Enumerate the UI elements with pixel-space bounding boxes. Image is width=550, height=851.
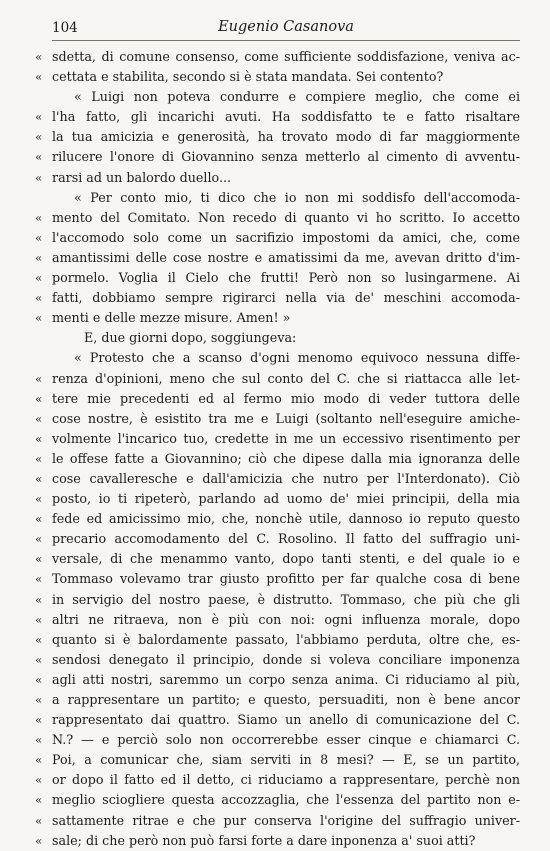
quote-mark: « bbox=[35, 833, 43, 848]
line-text: fatti, dobbiamo sempre rigirarci nella via de' meschini accomoda- bbox=[52, 290, 520, 306]
quote-mark: « bbox=[35, 471, 43, 486]
text-line bbox=[35, 590, 520, 610]
quote-mark: « bbox=[35, 652, 43, 667]
line-text: meglio sciogliere questa accozzaglia, che l'essenza del partito non e- bbox=[52, 792, 520, 808]
text-line bbox=[35, 107, 520, 127]
text-line bbox=[52, 188, 520, 208]
text-line bbox=[35, 47, 520, 67]
line-text: versale, di che menammo vanto, dopo tanti stenti, e del quale io e bbox=[52, 551, 520, 567]
line-text: « Per conto mio, ti dico che io non mi soddisfo dell'accomoda- bbox=[74, 189, 520, 205]
quote-mark: « bbox=[35, 70, 43, 85]
line-text: cettata e stabilita, secondo si è stata mandata. Sei contento? bbox=[52, 69, 444, 85]
line-text: volmente l'incarico tuo, credette in me un eccessivo risentimento per bbox=[52, 430, 520, 446]
line-text: menti e delle mezze misure. Amen! » bbox=[52, 310, 291, 326]
quote-mark: « bbox=[35, 150, 43, 165]
text-line bbox=[35, 248, 520, 268]
text-line bbox=[35, 127, 520, 147]
text-line bbox=[35, 429, 520, 449]
quote-mark: « bbox=[35, 170, 43, 185]
text-line bbox=[35, 308, 520, 328]
text-line bbox=[35, 409, 520, 429]
line-text: precario accomodamento del C. Rosolino. Il fatto del suffragio uni- bbox=[52, 531, 520, 547]
text-line bbox=[35, 369, 520, 389]
line-text: « Protesto che a scanso d'ogni menomo equivoco nessuna diffe- bbox=[74, 350, 520, 366]
body-text bbox=[35, 47, 520, 851]
text-line bbox=[35, 730, 520, 750]
quote-mark: « bbox=[35, 612, 43, 627]
quote-mark: « bbox=[35, 371, 43, 386]
line-text: sdetta, di comune consenso, come sufficiente soddisfazione, veniva ac- bbox=[52, 49, 520, 64]
page-number: 104 bbox=[52, 20, 78, 36]
text-line bbox=[35, 770, 520, 790]
line-text: sendosi denegato il principio, donde si voleva conciliare imponenza bbox=[52, 651, 520, 667]
text-line bbox=[52, 328, 520, 348]
quote-mark: « bbox=[35, 411, 43, 426]
quote-mark: « bbox=[35, 492, 43, 507]
text-line bbox=[35, 790, 520, 810]
line-text: Poi, a comunicar che, siam serviti in 8 mesi? — E, se un partito, bbox=[52, 752, 520, 768]
line-text: fede ed amicissimo mio, che, nonchè utile, dannoso io reputo questo bbox=[52, 511, 520, 527]
quote-mark: « bbox=[35, 632, 43, 647]
quote-mark: « bbox=[35, 592, 43, 607]
text-line bbox=[35, 288, 520, 308]
line-text: rappresentato dai quattro. Siamo un anello di comunicazione del C. bbox=[52, 712, 520, 728]
text-line bbox=[35, 509, 520, 529]
text-line bbox=[35, 67, 520, 87]
line-text: « Luigi non poteva condurre e compiere meglio, che come ei bbox=[74, 89, 520, 105]
quote-mark: « bbox=[35, 773, 43, 788]
running-title: Eugenio Casanova bbox=[218, 19, 354, 35]
quote-mark: « bbox=[35, 512, 43, 527]
quote-mark: « bbox=[35, 391, 43, 406]
quote-mark: « bbox=[35, 813, 43, 828]
quote-mark: « bbox=[35, 110, 43, 125]
text-line bbox=[35, 630, 520, 650]
quote-mark: « bbox=[35, 230, 43, 245]
line-text: Tommaso volevamo trar giusto profitto per far qualche cosa di bene bbox=[52, 571, 520, 587]
line-text: in servigio del nostro paese, è distrutto. Tommaso, che più che gli bbox=[52, 591, 520, 607]
quote-mark: « bbox=[35, 532, 43, 547]
text-line bbox=[35, 811, 520, 831]
text-line bbox=[35, 228, 520, 248]
text-line bbox=[35, 168, 520, 188]
quote-mark: « bbox=[35, 693, 43, 707]
text-line bbox=[35, 469, 520, 489]
quote-mark: « bbox=[35, 733, 43, 748]
line-text: l'ha fatto, gli incarichi avuti. Ha soddisfatto te e fatto risaltare bbox=[52, 109, 520, 125]
text-line bbox=[35, 710, 520, 730]
text-line bbox=[52, 87, 520, 107]
line-text: sale; di che però non può farsi forte a dare inponenza a' suoi atti? bbox=[52, 832, 476, 848]
page-header bbox=[52, 18, 520, 41]
line-text: amantissimi delle cose nostre e amatissimi da me, avevan dritto d'im- bbox=[52, 249, 520, 265]
line-text: cose cavalleresche e dall'amicizia che nutro per l'Interdonato). Ciò bbox=[52, 470, 520, 486]
quote-mark: « bbox=[35, 431, 43, 446]
text-line bbox=[35, 610, 520, 630]
text-line bbox=[35, 549, 520, 569]
line-text: cose nostre, è esistito tra me e Luigi (soltanto nell'eseguire amiche- bbox=[52, 410, 520, 426]
quote-mark: « bbox=[35, 50, 43, 64]
quote-mark: « bbox=[35, 713, 43, 728]
quote-mark: « bbox=[35, 672, 43, 687]
line-text: l'accomodo solo come un sacrifizio impostomi da amici, che, come bbox=[52, 229, 520, 245]
line-text: altri ne ritraeva, non è più con noi: ogni influenza morale, dopo bbox=[52, 611, 520, 627]
text-line bbox=[35, 750, 520, 770]
quote-mark: « bbox=[35, 311, 43, 326]
line-text: posto, io ti ripeterò, parlando ad uomo de' miei principii, della mia bbox=[52, 491, 520, 507]
text-line bbox=[35, 650, 520, 670]
text-line bbox=[35, 569, 520, 589]
text-line bbox=[35, 449, 520, 469]
quote-mark: « bbox=[35, 210, 43, 225]
quote-mark: « bbox=[35, 250, 43, 265]
text-line bbox=[35, 529, 520, 549]
text-line bbox=[52, 348, 520, 368]
line-text: quanto si è balordamente passato, l'abbiamo perduta, oltre che, es- bbox=[52, 631, 520, 647]
text-line bbox=[35, 147, 520, 167]
line-text: or dopo il fatto ed il detto, ci riduciamo a rappresentare, perchè non bbox=[52, 772, 520, 788]
line-text: mento del Comitato. Non recedo di quanto vi ho scritto. Io accetto bbox=[52, 209, 520, 225]
line-text: a rappresentare un partito; e questo, persuaditi, non è bene ancor bbox=[52, 692, 520, 707]
line-text: sattamente ritrae e che pur conserva l'origine del suffragio univer- bbox=[52, 812, 520, 828]
quote-mark: « bbox=[35, 271, 43, 286]
quote-mark: « bbox=[35, 793, 43, 808]
line-text: E, due giorni dopo, soggiungeva: bbox=[84, 330, 297, 346]
line-text: agli atti nostri, saremmo un corpo senza anima. Ci riduciamo al più, bbox=[52, 671, 520, 687]
text-line bbox=[35, 208, 520, 228]
line-text: la tua amicizia e generosità, ha trovato modo di far maggiormente bbox=[52, 129, 520, 145]
line-text: pormelo. Voglia il Cielo che frutti! Però non so lusingarmene. Ai bbox=[52, 270, 520, 286]
quote-mark: « bbox=[35, 130, 43, 145]
quote-mark: « bbox=[35, 552, 43, 567]
text-line bbox=[35, 690, 520, 710]
quote-mark: « bbox=[35, 572, 43, 587]
text-line bbox=[35, 670, 520, 690]
quote-mark: « bbox=[35, 753, 43, 768]
line-text: renza d'opinioni, meno che sul conto del C. che si riattacca alle let- bbox=[52, 370, 520, 386]
text-line bbox=[35, 389, 520, 409]
line-text: rilucere l'onore di Giovannino senza metterlo al cimento di avventu- bbox=[52, 149, 520, 165]
quote-mark: « bbox=[35, 291, 43, 306]
line-text: N.? — e perciò solo non occorrerebbe esser cinque e chiamarci C. bbox=[52, 732, 520, 748]
line-text: tere mie precedenti ed al fermo mio modo di veder tuttora delle bbox=[52, 390, 520, 406]
text-line bbox=[35, 831, 520, 851]
line-text: rarsi ad un balordo duello... bbox=[52, 169, 232, 185]
quote-mark: « bbox=[35, 451, 43, 466]
text-line bbox=[35, 489, 520, 509]
line-text: le offese fatte a Giovannino; ciò che dipese dalla mia ignoranza delle bbox=[52, 450, 520, 466]
text-line bbox=[35, 268, 520, 288]
